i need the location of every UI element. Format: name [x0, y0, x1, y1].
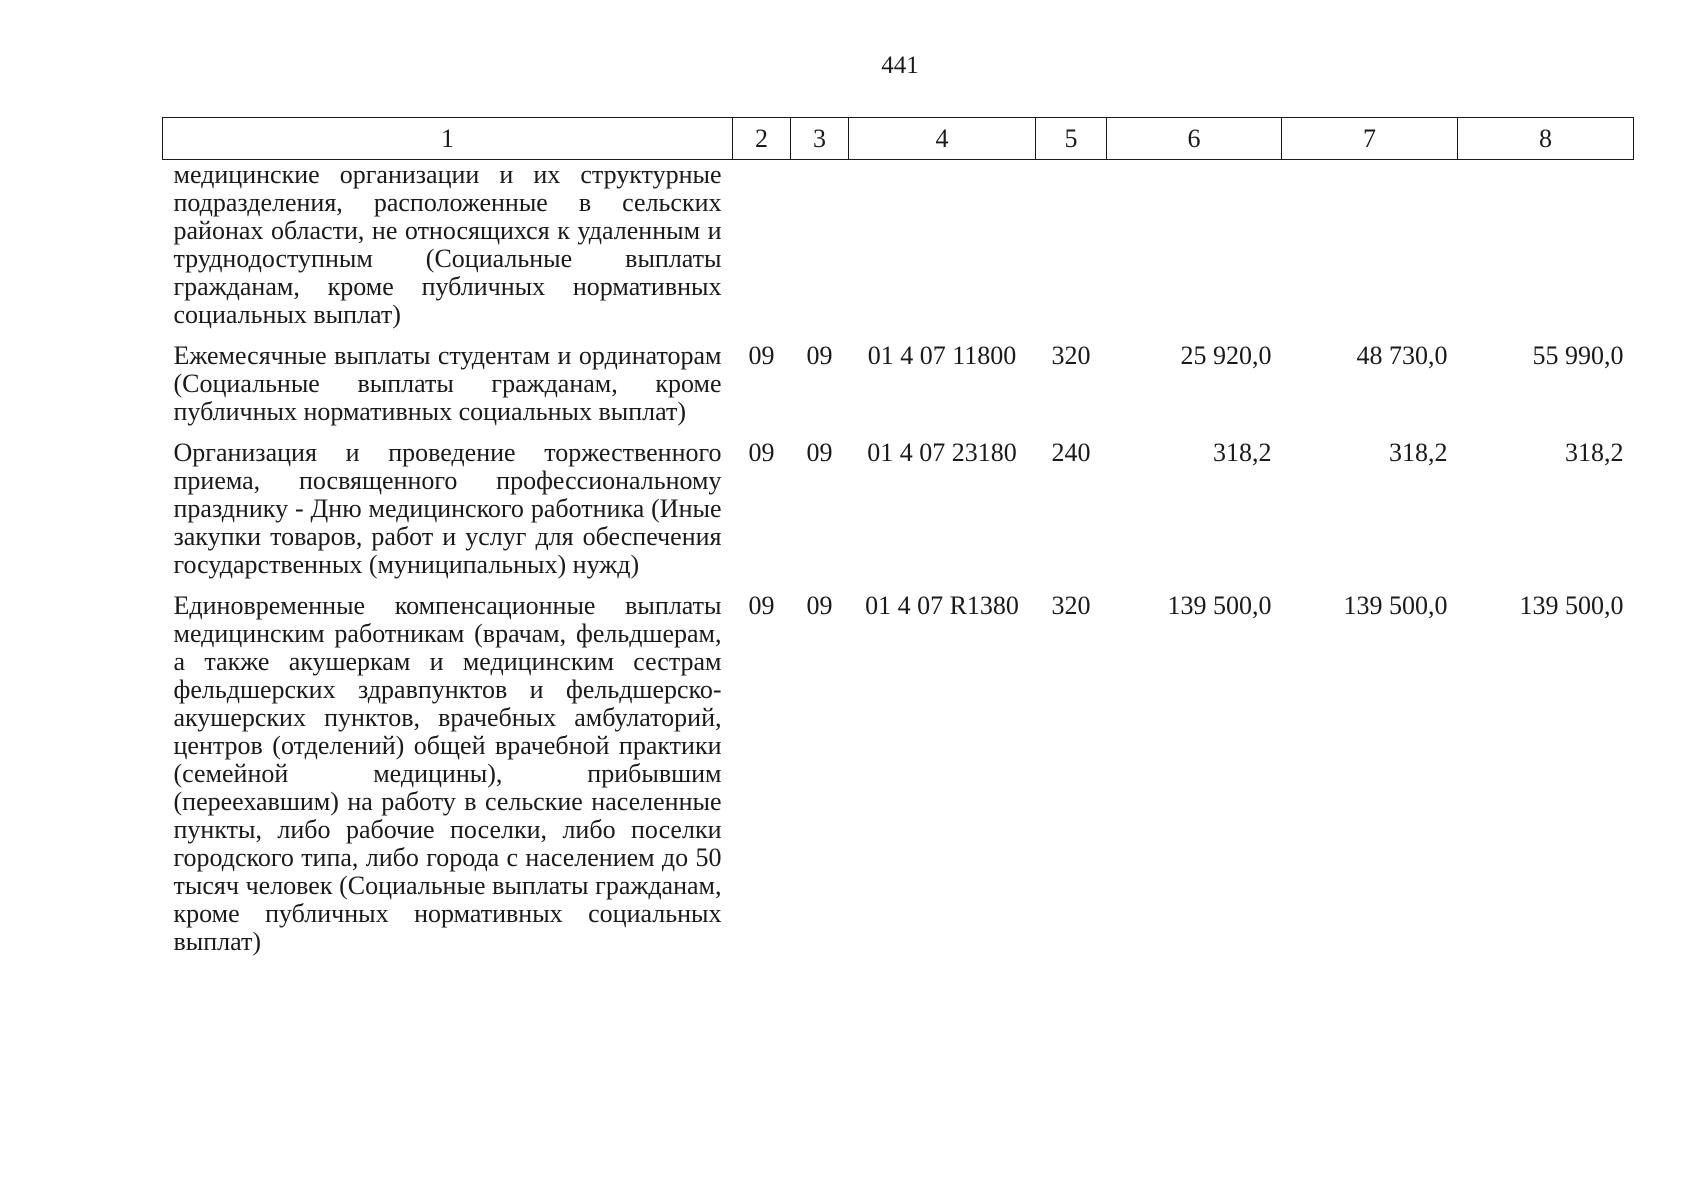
row-subsection: [791, 160, 849, 343]
row-subsection: 09: [806, 591, 833, 620]
row-amount-col6: [1107, 160, 1282, 343]
row-target-article: 01 4 07 11800: [867, 341, 1017, 370]
table-row: [163, 160, 1634, 343]
row-description: Ежемесячные выплаты студентам и ординаторам (Социальные выплаты гражданам, кроме публичных нормативных социальных выплат): [173, 341, 722, 426]
table-row: [163, 592, 1634, 969]
row-amount-col7: 318,2: [1389, 438, 1448, 467]
column-header: 3: [791, 118, 849, 160]
row-expense-type: 320: [1051, 591, 1091, 620]
column-header: 7: [1282, 118, 1458, 160]
row-amount-col8: [1458, 160, 1634, 343]
page-number: 441: [881, 52, 919, 79]
row-amount-col8: 55 990,0: [1532, 341, 1624, 370]
row-description: Единовременные компенсационные выплаты медицинским работникам (врачам, фельдшерам, а также акушеркам и медицинским сестрам фельдшерских здравпунктов и фельдшерско-акушерских пунктов, врачебных амбулаторий, центров (отделений) общей врачебной практики (семейной медицины), прибывшим (переехавшим) на работу в сельские населенные пункты, либо рабочие поселки, либо поселки городского типа, либо города с населением до 50 тысяч человек (Социальные выплаты гражданам, кроме публичных нормативных социальных выплат): [173, 591, 722, 956]
column-header: 4: [849, 118, 1036, 160]
column-header: 2: [733, 118, 791, 160]
row-description: медицинские организации и их структурные подразделения, расположенные в сельских районах области, не относящихся к удаленным и труднодоступным (Социальные выплаты гражданам, кроме публичных нормативных социальных выплат): [173, 160, 722, 329]
budget-table: [162, 117, 1634, 969]
row-amount-col8: 139 500,0: [1519, 591, 1624, 620]
row-section: 09: [748, 591, 775, 620]
row-section: 09: [748, 438, 775, 467]
table-header-row: [163, 118, 1634, 160]
column-header: 6: [1107, 118, 1282, 160]
row-subsection: 09: [806, 341, 833, 370]
row-target-article: [849, 160, 1036, 343]
row-target-article: 01 4 07 23180: [867, 438, 1017, 467]
row-section: [733, 160, 791, 343]
row-section: 09: [748, 341, 775, 370]
row-description: Организация и проведение торжественного приема, посвященного профессиональному празднику - Дню медицинского работника (Иные закупки товаров, работ и услуг для обеспечения государственных (муниципальных) нужд): [173, 438, 722, 579]
row-expense-type: 320: [1051, 341, 1091, 370]
row-amount-col6: 139 500,0: [1167, 591, 1272, 620]
column-header: 8: [1458, 118, 1634, 160]
column-header: 1: [163, 118, 733, 160]
row-amount-col6: 25 920,0: [1180, 341, 1272, 370]
row-target-article: 01 4 07 R1380: [865, 591, 1019, 620]
row-expense-type: [1036, 160, 1107, 343]
table-row: [163, 439, 1634, 592]
row-amount-col7: 139 500,0: [1343, 591, 1448, 620]
row-subsection: 09: [806, 438, 833, 467]
row-amount-col8: 318,2: [1565, 438, 1624, 467]
row-amount-col6: 318,2: [1213, 438, 1272, 467]
column-header: 5: [1036, 118, 1107, 160]
row-amount-col7: 48 730,0: [1356, 341, 1448, 370]
row-amount-col7: [1282, 160, 1458, 343]
table-row: [163, 342, 1634, 439]
row-expense-type: 240: [1051, 438, 1091, 467]
